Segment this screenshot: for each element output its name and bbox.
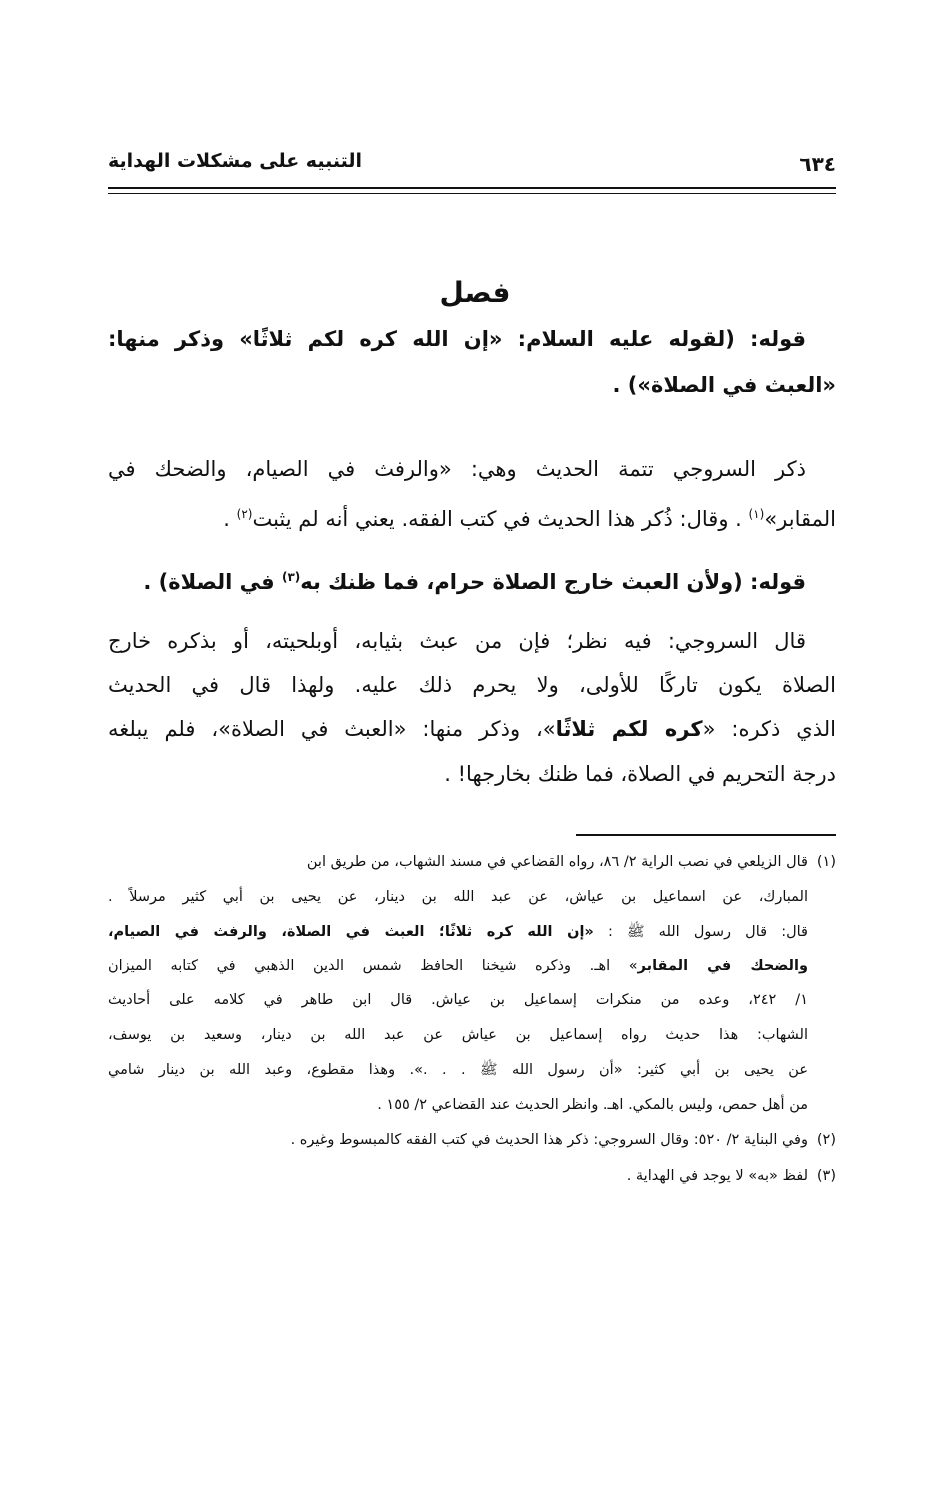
footnote-ref: (١) xyxy=(748,507,765,521)
footnote-ref: (٣) xyxy=(281,570,301,584)
text-line xyxy=(108,560,836,594)
footnote-line: عن يحيى بن أبي كثير: «أن رسول الله ﷺ . . .». وهذا مقطوع، وعبد الله بن دينار شامي xyxy=(108,1062,808,1078)
footnote-line: الشهاب: هذا حديث رواه إسماعيل بن عياش عن عبد الله بن دينار، وسعيد بن يوسف، xyxy=(108,1027,808,1043)
bold-text: «إن الله كره ثلاثًا؛ العبث في الصلاة، والرفث في الصيام، xyxy=(108,924,594,940)
text: . وقال: ذُكر هذا الحديث في كتب الفقه. يعني أنه لم يثبت xyxy=(252,507,749,531)
text: قال الزيلعي في نصب الراية ٢/ ٨٦، رواه القضاعي في مسند الشهاب، من طريق ابن xyxy=(306,854,808,870)
bold-text: والضحك في المقابر xyxy=(637,958,808,974)
text: قوله: (ولأن العبث خارج الصلاة حرام، فما ظنك به xyxy=(300,570,806,594)
text: المقابر» xyxy=(764,507,836,531)
footnote-line: المبارك، عن اسماعيل بن عياش، عن عبد الله بن دينار، عن يحيى بن أبي كثير مرسلاً . xyxy=(108,889,808,905)
text: . xyxy=(223,507,237,531)
text: الذي ذكره: « xyxy=(702,717,836,741)
text-line xyxy=(108,497,836,531)
footnote-separator xyxy=(576,834,836,836)
footnote-marker: (٢) xyxy=(816,1132,836,1148)
footnote-line: ١/ ٢٤٢، وعده من منكرات إسماعيل بن عياش. قال ابن طاهر في كلامه على أحاديث xyxy=(108,992,808,1008)
text: وفي البناية ٢/ ٥٢٠: وقال السروجي: ذكر هذا الحديث في كتب الفقه كالمبسوط وغيره . xyxy=(290,1132,808,1148)
footnote-marker: (١) xyxy=(816,854,836,870)
page-number: ٦٣٤ xyxy=(799,152,836,176)
footnote-ref: (٢) xyxy=(236,507,253,521)
text-line: درجة التحريم في الصلاة، فما ظنك بخارجها! . xyxy=(444,762,836,786)
header-rule-thin xyxy=(108,193,836,194)
text-line: قال السروجي: فيه نظر؛ فإن من عبث بثيابه، أوبلحيته، أو بذكره خارج xyxy=(108,629,806,653)
text: قال: قال رسول الله ﷺ : xyxy=(593,924,808,940)
text: لفظ «به» لا يوجد في الهداية . xyxy=(626,1168,808,1184)
footnote-line xyxy=(108,953,808,979)
footnote-marker: (٣) xyxy=(816,1168,836,1184)
footnote-3 xyxy=(108,1163,836,1189)
book-title: التنبيه على مشكلات الهداية xyxy=(108,150,362,172)
footnote-line xyxy=(108,919,808,945)
text: في الصلاة) . xyxy=(143,570,282,594)
footnote-2 xyxy=(108,1127,836,1153)
text-line: قوله: (لقوله عليه السلام: «إن الله كره لكم ثلاثًا» وذكر منها: xyxy=(108,327,806,351)
text-line: الصلاة يكون تاركًا للأولى، ولا يحرم ذلك عليه. ولهذا قال في الحديث xyxy=(108,673,836,697)
footnote-1 xyxy=(108,849,836,875)
text-line: ذكر السروجي تتمة الحديث وهي: «والرفث في الصيام، والضحك في xyxy=(108,457,806,481)
header-rule xyxy=(108,187,836,189)
text-line xyxy=(108,712,836,746)
text: » اهـ. وذكره شيخنا الحافظ شمس الدين الذهبي في كتابه الميزان xyxy=(108,958,638,974)
section-heading: فصل xyxy=(439,276,511,309)
text-line: «العبث في الصلاة») . xyxy=(612,373,836,397)
text: »، وذكر منها: «العبث في الصلاة»، فلم يبلغه xyxy=(108,717,556,741)
footnote-line: من أهل حمص، وليس بالمكي. اهـ. وانظر الحديث عند القضاعي ٢/ ١٥٥ . xyxy=(377,1097,808,1113)
bold-text: كره لكم ثلاثًا xyxy=(555,717,703,741)
